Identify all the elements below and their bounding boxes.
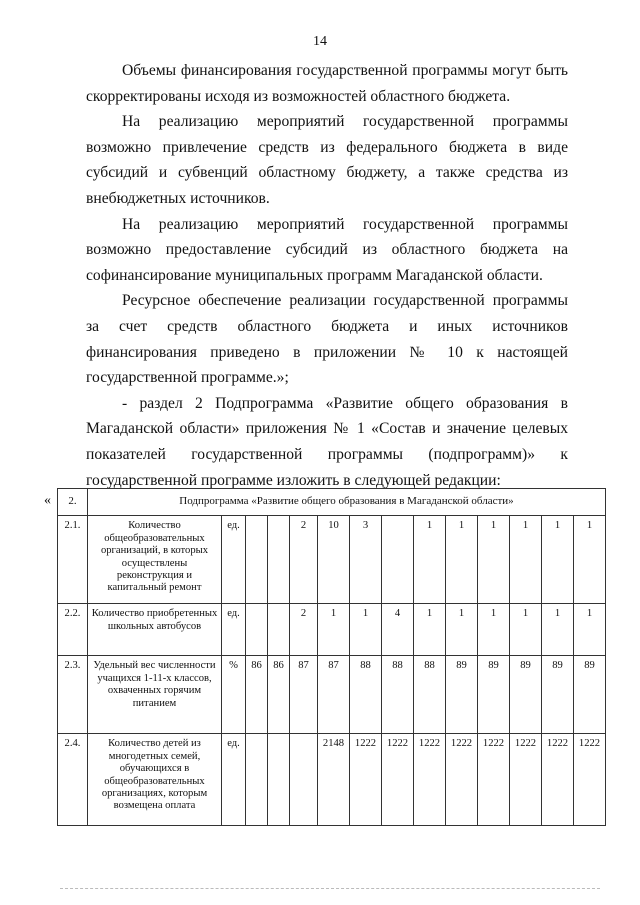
row-number: 2.1. — [58, 516, 88, 604]
table-row — [58, 516, 606, 604]
value-cell: 1222 — [574, 734, 606, 826]
row-number: 2.2. — [58, 604, 88, 656]
paragraph-3: На реализацию мероприятий государственной программы возможно предоставление субсидий из областного бюджета на софинансирование муниципальных программ Магаданской области. — [86, 215, 568, 284]
value-cell: 86 — [246, 656, 268, 734]
value-cell: 3 — [350, 516, 382, 604]
indicators-table — [57, 488, 606, 826]
page-bottom-divider — [60, 888, 600, 889]
value-cell: 1 — [478, 604, 510, 656]
page-number: 14 — [313, 34, 327, 49]
table-header-row — [58, 489, 606, 516]
value-cell: 2148 — [318, 734, 350, 826]
value-cell: 88 — [382, 656, 414, 734]
paragraph-4: Ресурсное обеспечение реализации государственной программы за счет средств областного бюджета и иных источников финансирования приведено в приложении № 10 к настоящей государственной программе.»; — [86, 292, 568, 387]
body-text — [86, 58, 568, 493]
value-cell: 1 — [414, 604, 446, 656]
row-description: Удельный вес численности учащихся 1-11-х классов, охваченных горячим питанием — [88, 656, 222, 734]
value-cell: 1 — [414, 516, 446, 604]
row-unit: ед. — [222, 604, 246, 656]
table-row — [58, 604, 606, 656]
table-row — [58, 656, 606, 734]
value-cell: 1 — [542, 516, 574, 604]
value-cell — [268, 734, 290, 826]
value-cell: 87 — [318, 656, 350, 734]
value-cell: 1222 — [542, 734, 574, 826]
value-cell — [246, 734, 268, 826]
value-cell: 1222 — [382, 734, 414, 826]
value-cell: 1 — [446, 516, 478, 604]
value-cell: 89 — [542, 656, 574, 734]
value-cell: 1 — [510, 604, 542, 656]
value-cell: 89 — [510, 656, 542, 734]
value-cell: 88 — [414, 656, 446, 734]
row-description: Количество детей из многодетных семей, обучающихся в общеобразовательных организациях, которым возмещена оплата — [88, 734, 222, 826]
value-cell: 1222 — [510, 734, 542, 826]
value-cell: 89 — [478, 656, 510, 734]
value-cell: 1 — [574, 604, 606, 656]
header-number: 2. — [58, 489, 88, 516]
value-cell: 2 — [290, 516, 318, 604]
value-cell: 1222 — [350, 734, 382, 826]
value-cell — [268, 604, 290, 656]
table-row — [58, 734, 606, 826]
paragraph-5: - раздел 2 Подпрограмма «Развитие общего образования в Магаданской области» приложения № 1 «Состав и значение целевых показателей государственной программы (подпрограмм)» к государственной программе изложить в следующей редакции: — [86, 394, 568, 489]
value-cell: 1 — [574, 516, 606, 604]
row-unit: % — [222, 656, 246, 734]
value-cell: 1 — [510, 516, 542, 604]
value-cell: 89 — [574, 656, 606, 734]
value-cell: 1222 — [446, 734, 478, 826]
value-cell: 1 — [446, 604, 478, 656]
table-open-quote: « — [44, 493, 51, 508]
value-cell: 1 — [318, 604, 350, 656]
row-description: Количество приобретенных школьных автобусов — [88, 604, 222, 656]
value-cell: 1 — [350, 604, 382, 656]
row-unit: ед. — [222, 516, 246, 604]
value-cell — [382, 516, 414, 604]
row-number: 2.4. — [58, 734, 88, 826]
value-cell: 89 — [446, 656, 478, 734]
value-cell: 88 — [350, 656, 382, 734]
value-cell — [268, 516, 290, 604]
value-cell: 1222 — [478, 734, 510, 826]
value-cell: 2 — [290, 604, 318, 656]
value-cell: 1 — [542, 604, 574, 656]
row-unit: ед. — [222, 734, 246, 826]
value-cell: 10 — [318, 516, 350, 604]
value-cell: 1222 — [414, 734, 446, 826]
value-cell: 1 — [478, 516, 510, 604]
value-cell: 86 — [268, 656, 290, 734]
paragraph-2: На реализацию мероприятий государственной программы возможно привлечение средств из федерального бюджета в виде субсидий и субвенций областному бюджету, а также средства из внебюджетных источников. — [86, 113, 568, 207]
paragraph-1: Объемы финансирования государственной программы могут быть скорректированы исходя из возможностей областного бюджета. — [86, 62, 568, 105]
row-description: Количество общеобразовательных организаций, в которых осуществлены реконструкция и капитальный ремонт — [88, 516, 222, 604]
value-cell — [246, 516, 268, 604]
value-cell: 87 — [290, 656, 318, 734]
value-cell — [290, 734, 318, 826]
row-number: 2.3. — [58, 656, 88, 734]
value-cell: 4 — [382, 604, 414, 656]
header-title: Подпрограмма «Развитие общего образования в Магаданской области» — [88, 489, 606, 516]
value-cell — [246, 604, 268, 656]
